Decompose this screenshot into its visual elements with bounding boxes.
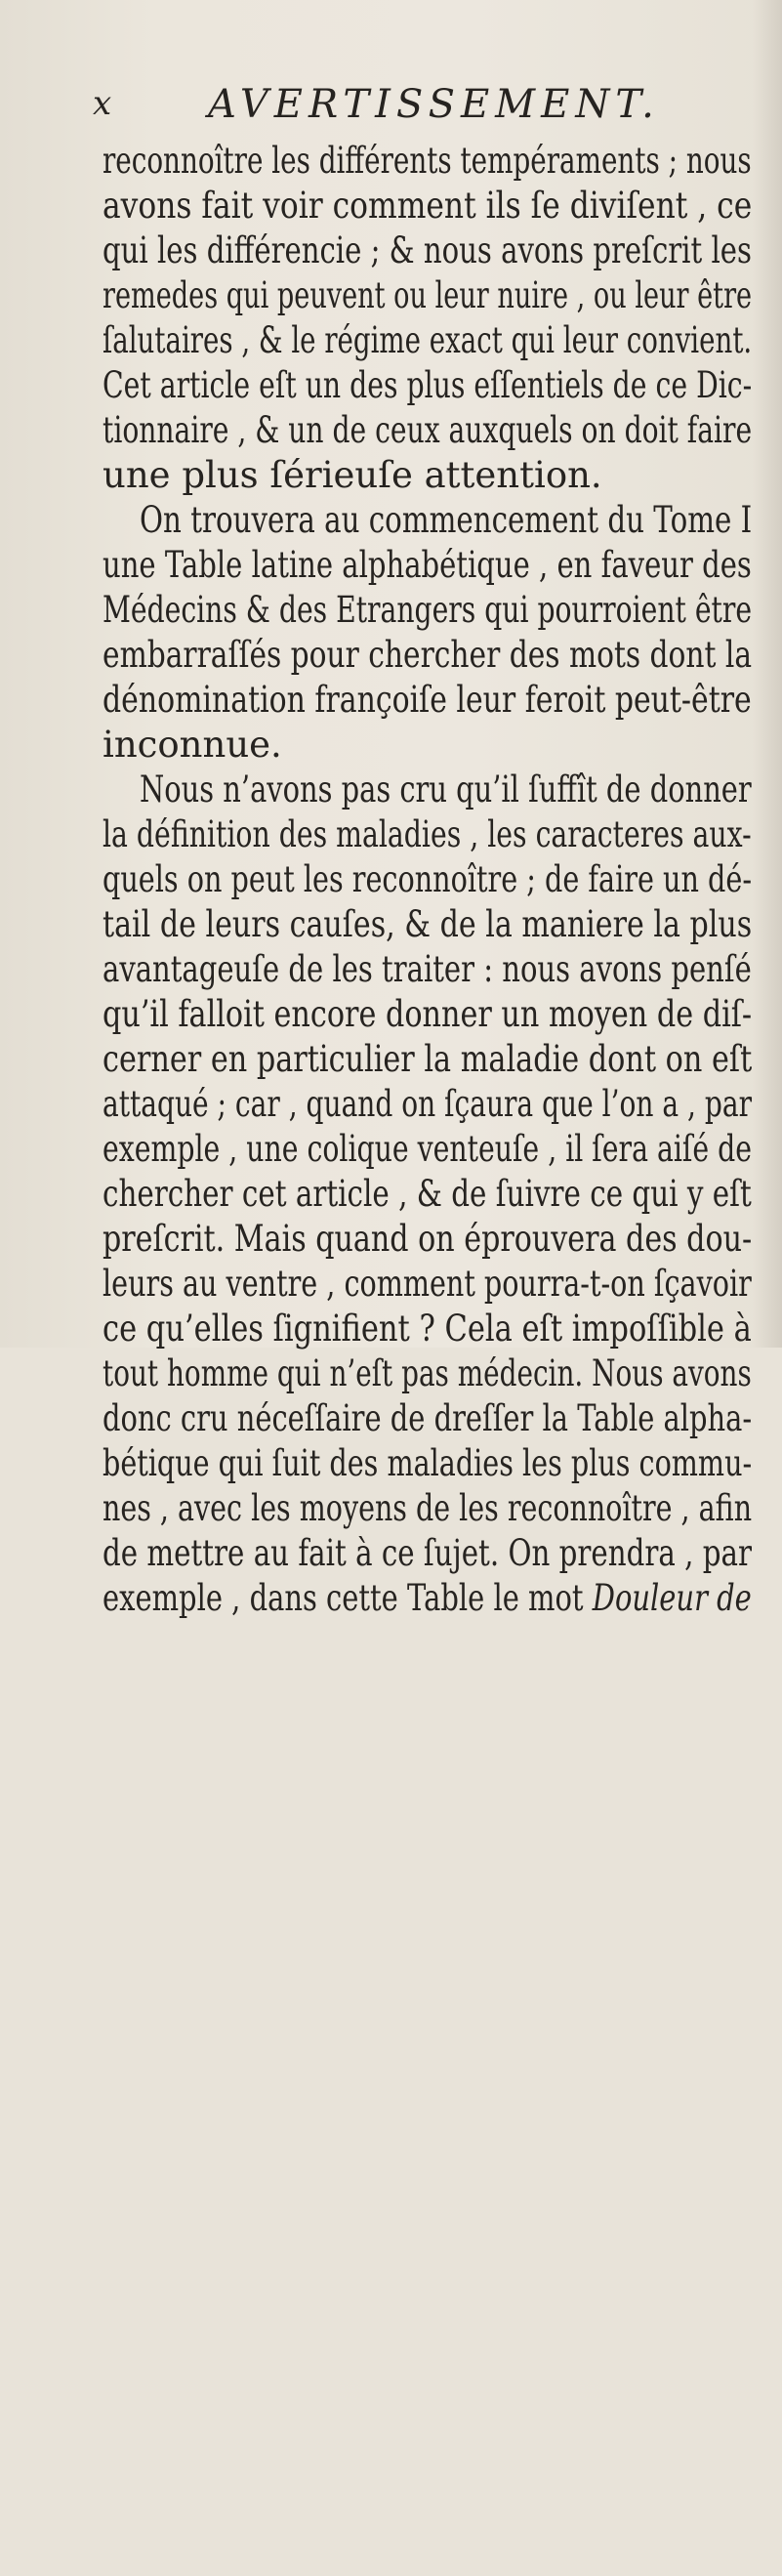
text-line: exemple , une colique venteuſe , il ſera aiſé de [103,1128,753,1170]
text-line: donc cru néceſſaire de dreſſer la Table alpha- [103,1397,753,1439]
text-line: reconnoître les différents tempéraments ; nous [103,140,752,182]
text-line: avantageuſe de les traiter : nous avons penſé [103,948,752,990]
text-line: bétique qui ſuit des maladies les plus commu- [103,1442,753,1484]
text-line: une plus ſérieuſe attention. [103,454,602,496]
italic-term: Douleur [592,1577,708,1619]
body-text [0,123,782,1348]
text-line-start: exemple , dans cette Table le mot [103,1577,593,1619]
text-line: leurs au ventre , comment pourra-t-on ſçavoir [103,1263,752,1305]
text-line: qu’il falloit encore donner un moyen de diſ- [103,993,753,1035]
text-line: embarraſſés pour chercher des mots dont la [103,634,753,676]
page-header [93,82,698,125]
text-line [103,1576,752,1621]
text-line: remedes qui peuvent ou leur nuire , ou leur être [103,274,753,316]
text-line: Médecins & des Etrangers qui pourroient être [103,589,753,631]
text-line: inconnue. [103,724,282,766]
text-line: une Table latine alphabétique , en faveur des [103,544,752,586]
text-line: Nous n’avons pas cru qu’il ſuffît de donner [140,769,752,810]
text-line: On trouvera au commencement du Tome I [140,499,753,541]
catchword: de [707,1577,752,1619]
text-line: quels on peut les reconnoître ; de faire un dé- [103,858,753,900]
text-line: attaqué ; car , quand on ſçaura que l’on a , par [103,1083,752,1125]
text-line: tail de leurs cauſes, & de la maniere la plus [103,903,753,945]
text-line: avons fait voir comment ils ſe diviſent , ce [103,185,753,227]
text-line: tionnaire , & un de ceux auxquels on doit faire [103,409,753,451]
text-line: de mettre au fait à ce ſujet. On prendra , par [103,1532,752,1574]
text-line: nes , avec les moyens de les reconnoître , afin [103,1487,753,1529]
text-line: dénomination françoiſe leur feroit peut-être [103,679,752,721]
running-head: AVERTISSEMENT. [208,82,660,127]
text-line: cerner en particulier la maladie dont on eſt [103,1038,753,1080]
text-line: ſalutaires , & le régime exact qui leur convient. [103,319,753,361]
text-line: chercher cet article , & de ſuivre ce qui y eſt [103,1173,752,1215]
text-line: tout homme qui n’eſt pas médecin. Nous avons [103,1352,752,1394]
text-line: ce qu’elles ſignifient ? Cela eſt impoſſible à [103,1308,752,1350]
text-line: qui les différencie ; & nous avons preſcrit les [103,229,752,271]
text-line: la définition des maladies , les caracteres aux- [103,813,752,855]
text-line: preſcrit. Mais quand on éprouvera des dou- [103,1218,753,1260]
text-line: Cet article eſt un des plus eſſentiels de ce Dic- [103,364,753,406]
page-number: x [93,84,113,123]
